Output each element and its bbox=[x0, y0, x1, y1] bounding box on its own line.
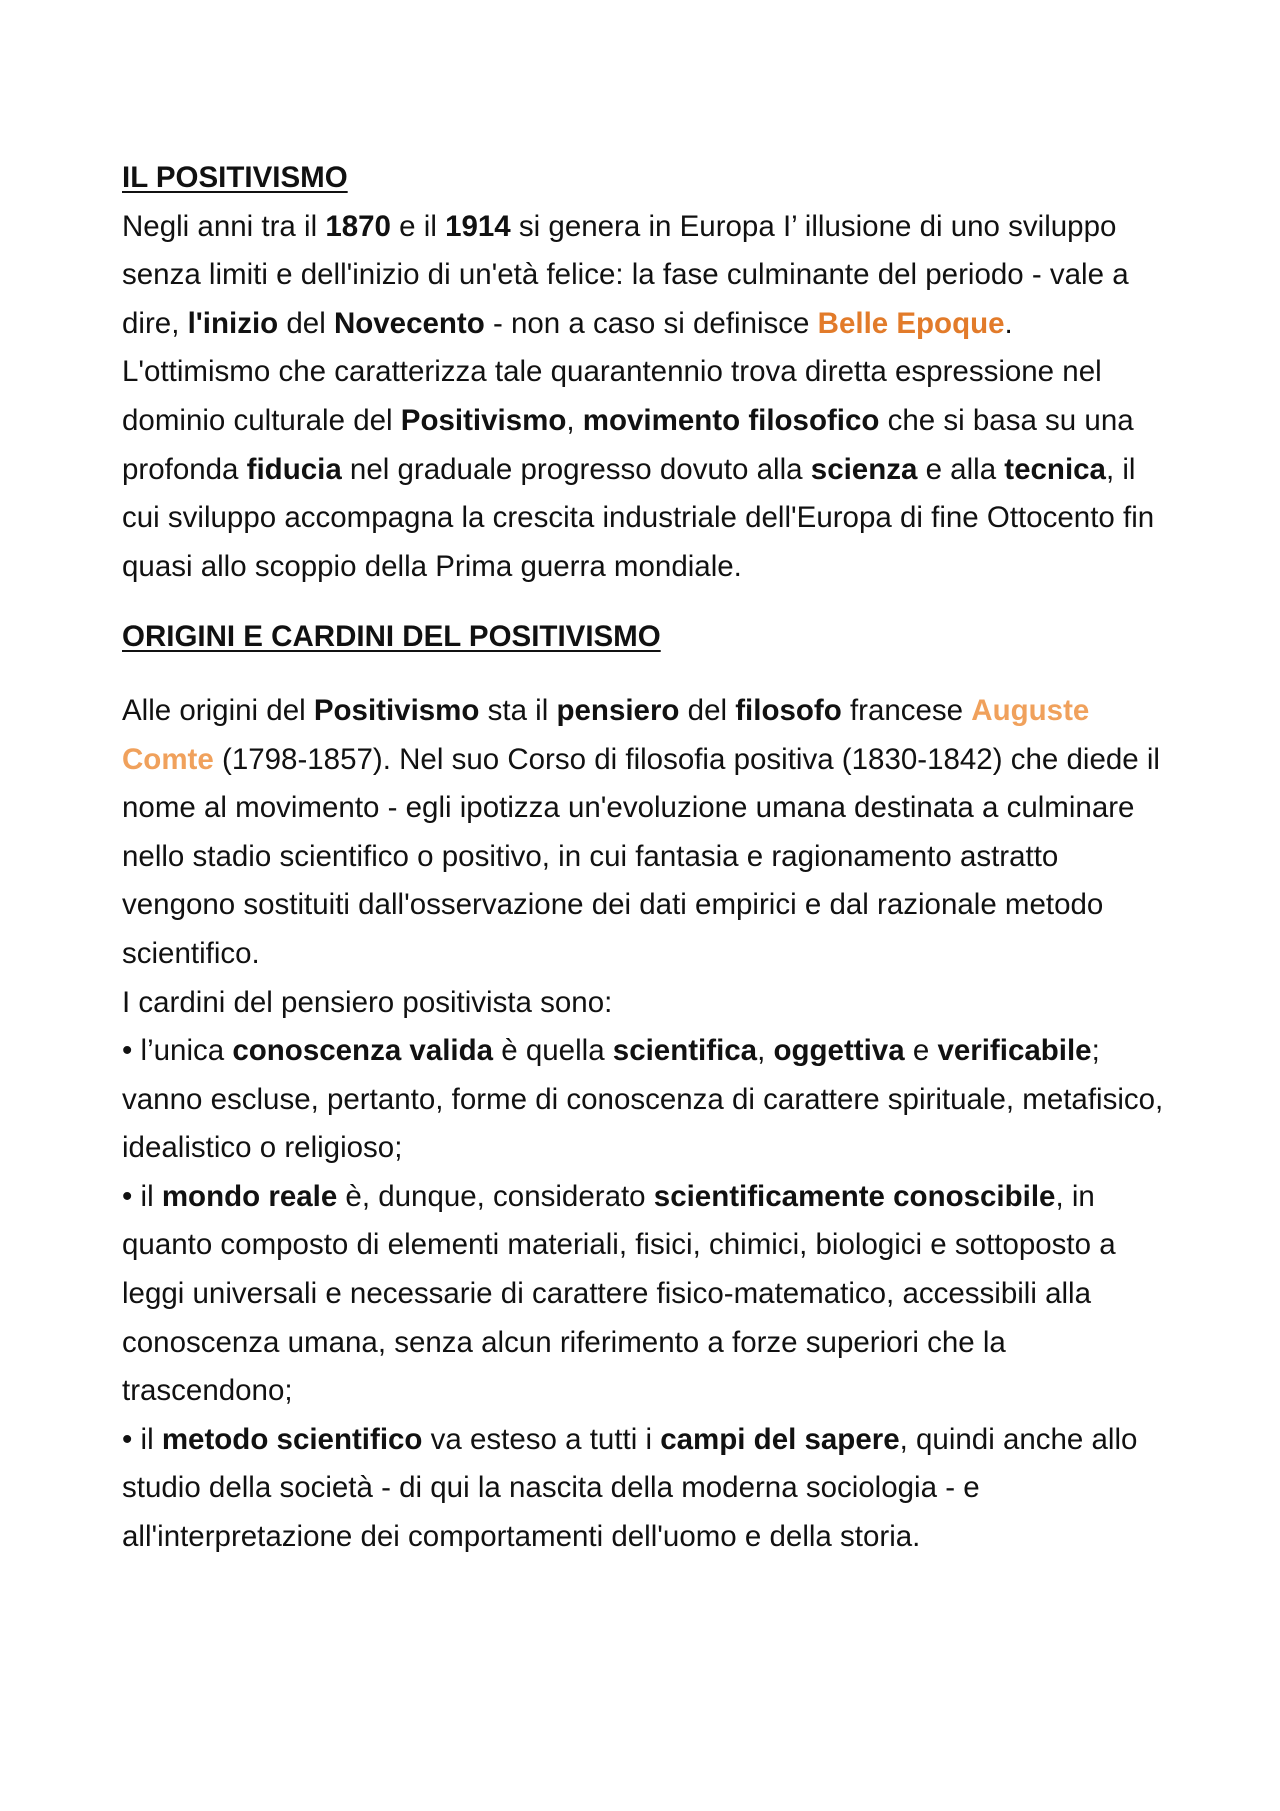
paragraph-intro: Negli anni tra il 1870 e il 1914 si genera in Europa I’ illusione di uno sviluppo senza limiti e dell'inizio di un'età felice: la fase culminante del periodo - vale a dire, l'inizio del Novecento - non a caso si definisce Belle Epoque. bbox=[122, 209, 1129, 340]
paragraph-origini: Alle origini del Positivismo sta il pensiero del filosofo francese Auguste Comte (1798-1857). Nel suo Corso di filosofia positiva (1830-1842) che diede il nome al movimento - egli ipotizza un'evoluzione umana destinata a culminare nello stadio scientifico o positivo, in cui fantasia e ragionamento astratto vengono sostituiti dall'osservazione dei dati empirici e dal razionale metodo scientifico. bbox=[122, 693, 1160, 970]
document-body bbox=[122, 154, 1172, 1562]
bullet-item-metodo: • il metodo scientifico va esteso a tutti i campi del sapere, quindi anche allo studio della società - di qui la nascita della moderna sociologia - e all'interpretazione dei comportamenti dell'uomo e della storia. bbox=[122, 1422, 1138, 1554]
paragraph-cardini-intro: I cardini del pensiero positivista sono: bbox=[122, 985, 613, 1019]
bullet-item-mondo-reale: • il mondo reale è, dunque, considerato scientificamente conoscibile, in quanto composto di elementi materiali, fisici, chimici, biologici e sottoposto a leggi universali e necessarie di carattere fisico-matematico, accessibili alla conoscenza umana, senza alcun riferimento a forze superiori che la trascendono; bbox=[122, 1179, 1116, 1408]
paragraph-ottimismo: L'ottimismo che caratterizza tale quarantennio trova diretta espressione nel dominio culturale del Positivismo, movimento filosofico che si basa su una profonda fiducia nel graduale progresso dovuto alla scienza e alla tecnica, il cui sviluppo accompagna la crescita industriale dell'Europa di fine Ottocento fin quasi allo scoppio della Prima guerra mondiale. bbox=[122, 355, 1155, 583]
section-title-positivismo: IL POSITIVISMO bbox=[122, 161, 348, 194]
highlight-belle-epoque: Belle Epoque bbox=[817, 306, 1005, 340]
bullet-item-conoscenza: • l’unica conoscenza valida è quella scientifica, oggettiva e verificabile; vanno escluse, pertanto, forme di conoscenza di carattere spirituale, metafisico, idealistico o religioso; bbox=[122, 1034, 1164, 1165]
section-title-origini: ORIGINI E CARDINI DEL POSITIVISMO bbox=[122, 620, 661, 654]
highlight-auguste-comte: Auguste Comte bbox=[122, 693, 1090, 776]
